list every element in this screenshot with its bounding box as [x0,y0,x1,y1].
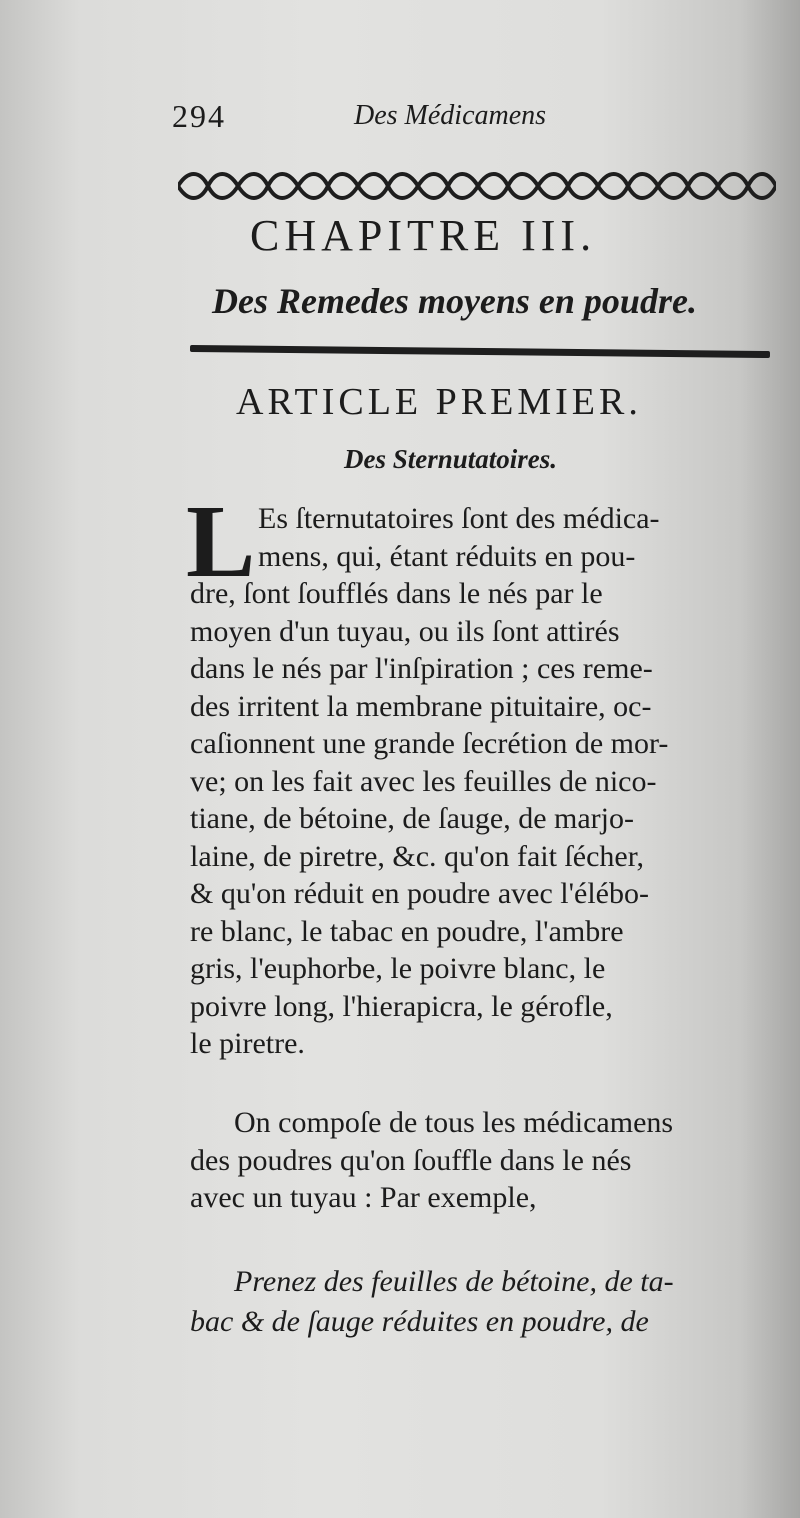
text-line: moyen d'un tuyau, ou ils ſont attirés [190,614,620,648]
running-head: Des Médicamens [354,100,547,131]
decorative-ornament-band [178,166,776,206]
text-line: ve; on les fait avec les feuilles de nico- [190,764,657,798]
text-line: des irritent la membrane pituitaire, oc- [190,689,652,723]
chapter-subtitle: Des Remedes moyens en poudre. [212,281,697,321]
text-line: gris, l'euphorbe, le poivre blanc, le [190,952,606,985]
text-line: caſionnent une grande ſecrétion de mor- [190,727,669,760]
text-line: poivre long, l'hierapicra, le gérofle, [190,989,613,1023]
paragraph-3-recipe [190,1262,780,1342]
text-line: bac & de ſauge réduites en poudre, de [190,1305,649,1338]
page-header [172,98,592,138]
text-line: On compoſe de tous les médicamens [234,1106,674,1139]
article-title: ARTICLE PREMIER. [236,381,642,423]
text-line: laine, de piretre, &c. qu'on fait ſécher, [190,839,644,873]
text-line: le piretre. [190,1027,305,1060]
page-number: 294 [172,98,226,134]
text-line: tiane, de bétoine, de ſauge, de marjo- [190,802,634,835]
text-line: dans le nés par l'inſpiration ; ces reme- [190,652,653,685]
text-line: & qu'on réduit en poudre avec l'élébo- [190,877,649,910]
text-line: des poudres qu'on ſouffle dans le nés [190,1143,632,1177]
paragraph-2 [190,1104,775,1217]
text-line: Prenez des feuilles de bétoine, de ta- [234,1265,674,1298]
chapter-title: CHAPITRE III. [250,211,597,260]
text-line: Es ſternutatoires ſont des médica- [258,502,660,535]
article-subtitle: Des Sternutatoires. [344,444,558,474]
text-line: re blanc, le tabac en poudre, l'ambre [190,914,624,948]
text-line: dre, ſont ſoufflés dans le nés par le [190,577,603,610]
paragraph-1 [190,500,770,1063]
horizontal-rule [190,345,770,358]
drop-cap: L [186,484,256,599]
text-line: avec un tuyau : Par exemple, [190,1181,537,1214]
text-line: mens, qui, étant réduits en pou- [258,539,636,573]
